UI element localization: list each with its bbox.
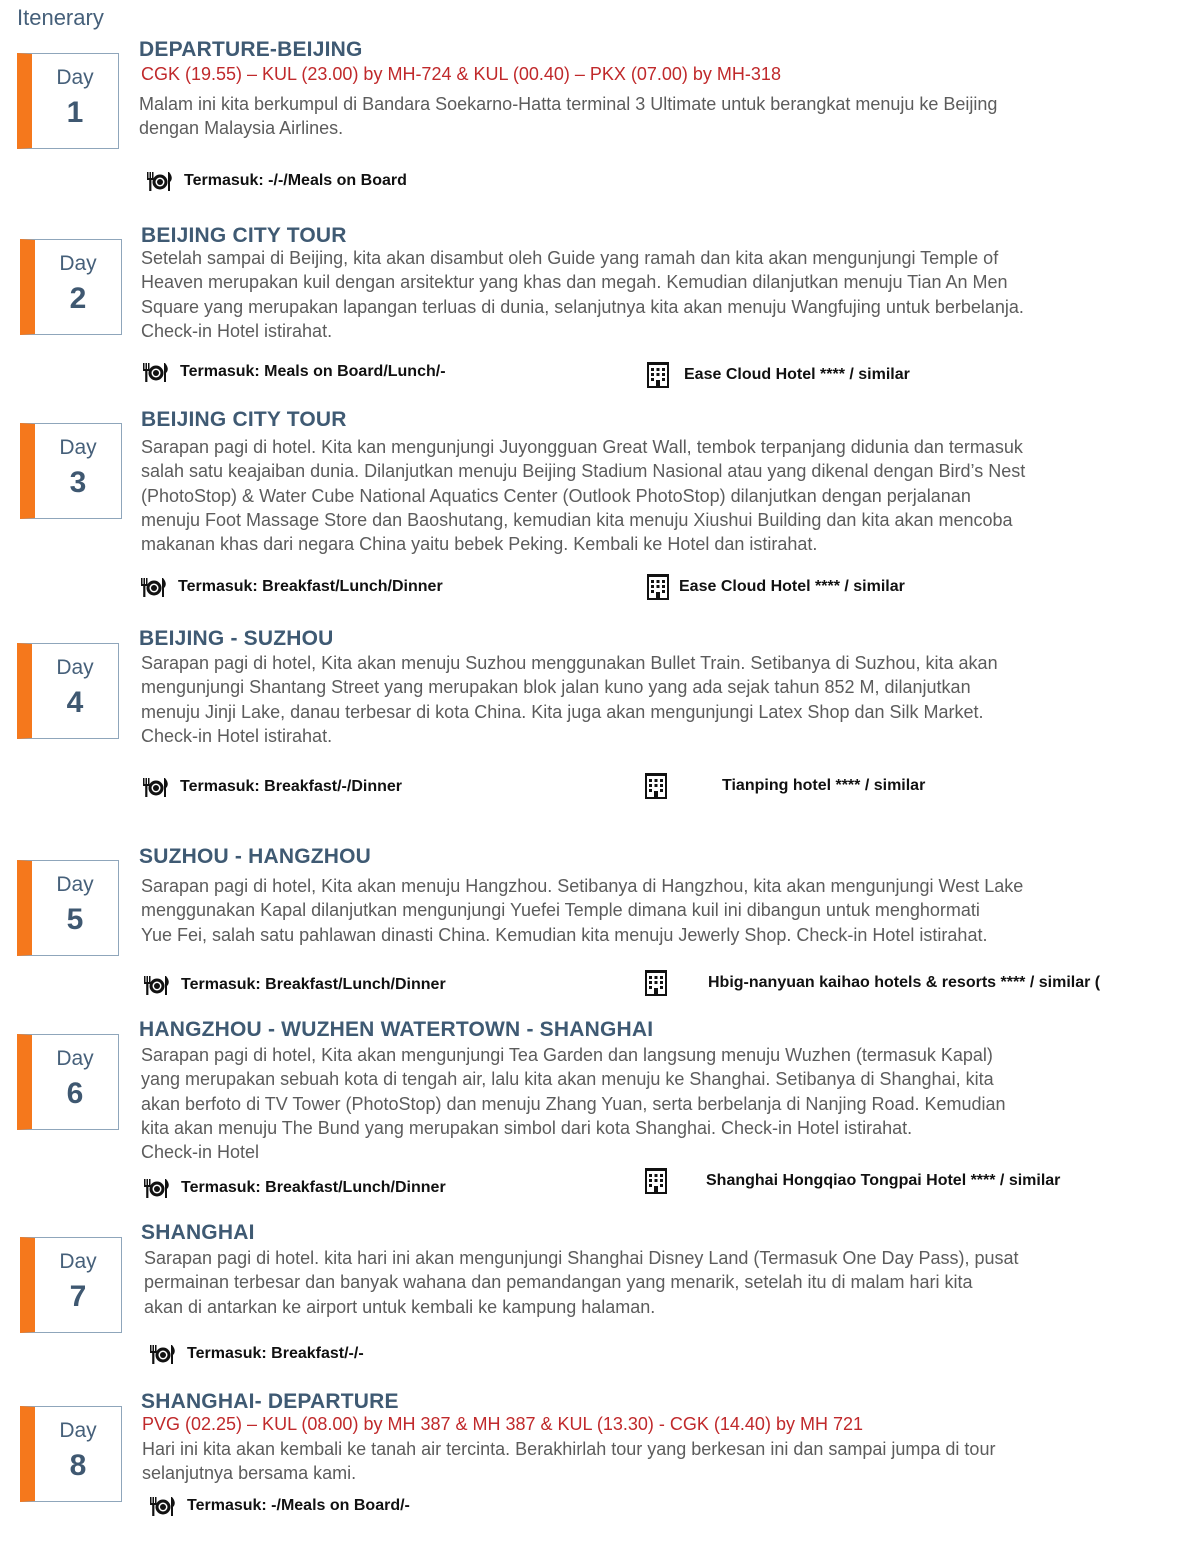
meals-row xyxy=(148,1341,364,1367)
meals-row xyxy=(141,774,402,800)
day-description: Setelah sampai di Beijing, kita akan disambut oleh Guide yang ramah dan kita akan mengunjungi Temple of Heaven merupakan kuil dengan arsitektur yang khas dan megah. Kemudian dilanjutkan menuju Tian An Men Square yang merupakan lapangan terluas di dunia, selanjutnya kita akan menuju Wangfujing untuk berbelanja. Check-in Hotel istirahat. xyxy=(141,248,1024,341)
hotel-row xyxy=(645,970,1100,996)
meal-icon xyxy=(148,1495,178,1517)
day-label: Day xyxy=(56,1047,94,1070)
hotel-row xyxy=(647,574,905,600)
hotel-building-icon xyxy=(645,1168,667,1194)
day-description: Hari ini kita akan kembali ke tanah air tercinta. Berakhirlah tour yang berkesan ini dan sampai jumpa di tour selanjutnya bersama kami. xyxy=(142,1439,996,1484)
day-title: SHANGHAI xyxy=(141,1221,255,1244)
day-label: Day xyxy=(59,1250,97,1273)
day-number: 1 xyxy=(66,96,84,129)
meal-icon xyxy=(142,974,172,996)
hotel-building-icon xyxy=(645,970,667,996)
day-number: 5 xyxy=(66,903,84,936)
flight-info: PVG (02.25) – KUL (08.00) by MH 387 & MH 387 & KUL (13.30) - CGK (14.40) by MH 721 xyxy=(142,1414,863,1434)
day-label: Day xyxy=(59,252,97,275)
hotel-row xyxy=(647,362,910,388)
meals-text: Termasuk: Breakfast/-/- xyxy=(187,1345,364,1362)
hotel-row xyxy=(645,773,925,799)
hotel-text: Shanghai Hongqiao Tongpai Hotel **** / similar xyxy=(706,1172,1061,1189)
day-label: Day xyxy=(56,66,94,89)
meals-text: Termasuk: Breakfast/Lunch/Dinner xyxy=(178,578,443,595)
meals-text: Termasuk: -/Meals on Board/- xyxy=(187,1497,410,1514)
day-title: BEIJING CITY TOUR xyxy=(141,408,347,431)
hotel-building-icon xyxy=(647,362,669,388)
day-description: Sarapan pagi di hotel. Kita kan mengunjungi Juyongguan Great Wall, tembok terpanjang didunia dan termasuk salah satu keajaiban dunia. Dilanjutkan menuju Beijing Stadium Nasional atau yang dikenal dengan Bird’s Nest (PhotoStop) & Water Cube National Aquatics Center (Outlook PhotoStop) dilanjutkan dengan perjalanan menuju Foot Massage Store dan Baoshutang, kemudian kita menuju Xiushui Building dan kita akan mencoba makanan khas dari negara China yaitu bebek Peking. Kembali ke Hotel dan istirahat. xyxy=(141,437,1026,555)
day-description: Sarapan pagi di hotel. kita hari ini akan mengunjungi Shanghai Disney Land (Termasuk One Day Pass), pusat permainan terbesar dan banyak wahana dan pemandangan yang menarik, setelah itu di malam hari kita akan di antarkan ke airport untuk kembali ke kampung halaman. xyxy=(144,1248,1019,1317)
day-badge xyxy=(20,1406,122,1502)
day-badge xyxy=(17,53,119,149)
meals-row xyxy=(142,1175,446,1201)
meals-text: Termasuk: Breakfast/Lunch/Dinner xyxy=(181,1179,446,1196)
hotel-text: Ease Cloud Hotel **** / similar xyxy=(684,366,910,383)
day-title: BEIJING CITY TOUR xyxy=(141,224,347,247)
day-label: Day xyxy=(59,436,97,459)
day-label: Day xyxy=(59,1419,97,1442)
meals-text: Termasuk: Meals on Board/Lunch/- xyxy=(180,363,446,380)
meal-icon xyxy=(142,1177,172,1199)
hotel-building-icon xyxy=(647,574,669,600)
meals-text: Termasuk: Breakfast/-/Dinner xyxy=(180,778,402,795)
day-badge xyxy=(20,239,122,335)
day-description: Sarapan pagi di hotel, Kita akan menuju Suzhou menggunakan Bullet Train. Setibanya di Suzhou, kita akan mengunjungi Shantang Street yang merupakan blok jalan kuno yang ada sejak tahun 852 M, dilanjutkan menuju Jinji Lake, danau terbesar di kota China. Kita juga akan mengunjungi Latex Shop dan Silk Market. Check-in Hotel istirahat. xyxy=(141,653,998,746)
meals-row xyxy=(145,168,407,194)
meals-row xyxy=(141,359,446,385)
day-badge xyxy=(20,1237,122,1333)
meal-icon xyxy=(139,576,169,598)
day-number: 7 xyxy=(69,1280,87,1313)
hotel-text: Ease Cloud Hotel **** / similar xyxy=(679,578,905,595)
day-number: 4 xyxy=(66,686,84,719)
hotel-building-icon xyxy=(645,773,667,799)
meal-icon xyxy=(141,361,171,383)
day-badge xyxy=(17,860,119,956)
meal-icon xyxy=(141,776,171,798)
meal-icon xyxy=(148,1343,178,1365)
hotel-row xyxy=(645,1168,1060,1194)
day-number: 3 xyxy=(69,466,87,499)
day-number: 6 xyxy=(66,1077,84,1110)
day-description: Malam ini kita berkumpul di Bandara Soekarno-Hatta terminal 3 Ultimate untuk berangkat menuju ke Beijing dengan Malaysia Airlines. xyxy=(139,94,998,139)
day-number: 8 xyxy=(69,1449,87,1482)
day-description: Sarapan pagi di hotel, Kita akan menuju Hangzhou. Setibanya di Hangzhou, kita akan mengunjungi West Lake menggunakan Kapal dilanjutkan mengunjungi Yuefei Temple dimana kuil ini dibangun untuk menghormati Yue Fei, salah satu pahlawan dinasti China. Kemudian kita menuju Jewerly Shop. Check-in Hotel istirahat. xyxy=(141,876,1024,945)
meals-text: Termasuk: Breakfast/Lunch/Dinner xyxy=(181,976,446,993)
page-title: Itenerary xyxy=(17,5,104,30)
day-badge xyxy=(17,1034,119,1130)
day-number: 2 xyxy=(69,282,87,315)
day-label: Day xyxy=(56,873,94,896)
meals-row xyxy=(139,574,443,600)
day-title: BEIJING - SUZHOU xyxy=(139,627,334,650)
meals-row xyxy=(148,1493,410,1519)
day-badge xyxy=(17,643,119,739)
meal-icon xyxy=(145,170,175,192)
day-description: Sarapan pagi di hotel, Kita akan mengunjungi Tea Garden dan langsung menuju Wuzhen (termasuk Kapal) yang merupakan sebuah kota di tengah air, lalu kita akan menuju ke Shanghai. Setibanya di Shanghai, kita akan berfoto di TV Tower (PhotoStop) dan menuju Zhang Yuan, serta berbelanja di Nanjing Road. Kemudian kita akan menuju The Bund yang merupakan simbol dari kota Shanghai. Check-in Hotel istirahat. Check-in Hotel xyxy=(141,1045,1006,1163)
day-title: HANGZHOU - WUZHEN WATERTOWN - SHANGHAI xyxy=(139,1018,654,1041)
day-title: SUZHOU - HANGZHOU xyxy=(139,845,372,868)
day-label: Day xyxy=(56,656,94,679)
day-title: DEPARTURE-BEIJING xyxy=(139,38,363,61)
day-title: SHANGHAI- DEPARTURE xyxy=(141,1390,399,1413)
flight-info: CGK (19.55) – KUL (23.00) by MH-724 & KUL (00.40) – PKX (07.00) by MH-318 xyxy=(141,64,781,84)
meals-row xyxy=(142,972,446,998)
hotel-text: Tianping hotel **** / similar xyxy=(722,777,926,794)
day-badge xyxy=(20,423,122,519)
meals-text: Termasuk: -/-/Meals on Board xyxy=(184,172,407,189)
hotel-text: Hbig-nanyuan kaihao hotels & resorts **** / similar ( xyxy=(708,974,1101,991)
